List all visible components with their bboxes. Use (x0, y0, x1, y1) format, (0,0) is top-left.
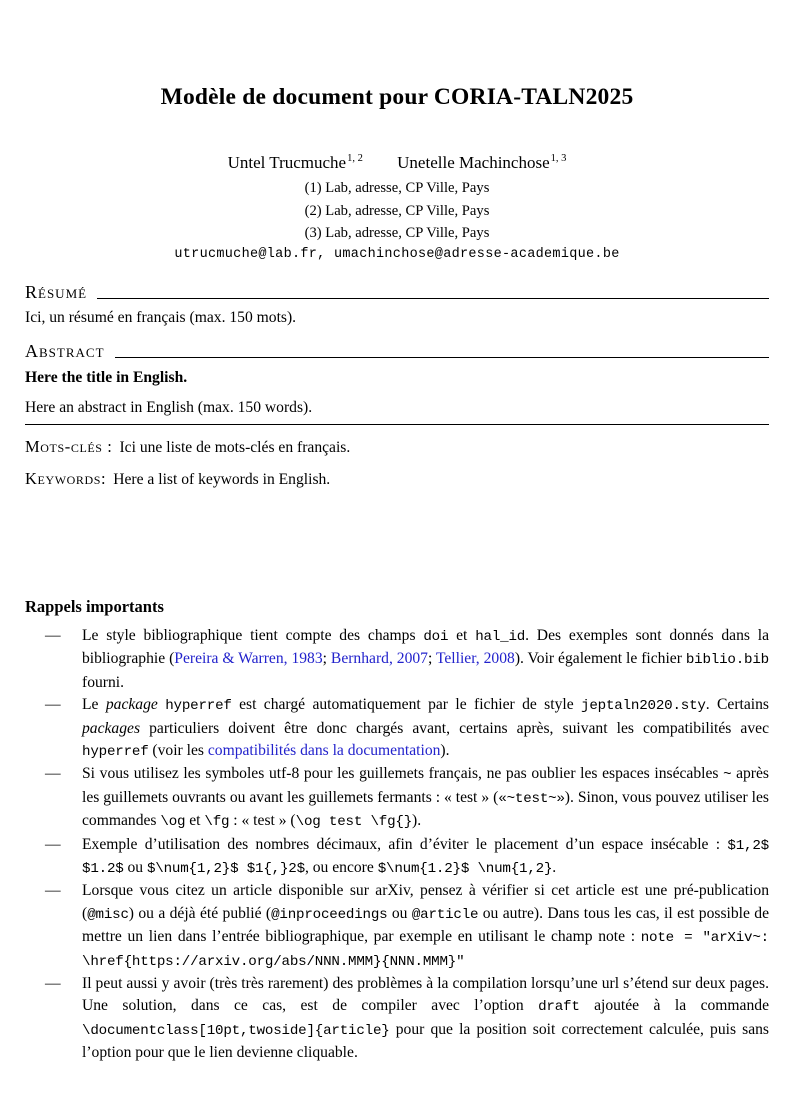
author-emails: utrucmuche@lab.fr, umachinchose@adresse-academique.be (174, 246, 620, 262)
text-segment: ). (440, 741, 450, 759)
motscles-text: Ici une liste de mots-clés en français. (119, 438, 351, 456)
text-segment: «~test~» (498, 790, 565, 807)
text-segment: ). Voir également le fichier (514, 650, 686, 668)
text-segment: $\num{1.2}$ \num{1,2} (377, 860, 553, 877)
affiliation-line: (2) Lab, adresse, CP Ville, Pays (304, 202, 490, 219)
keywords-line (25, 469, 769, 489)
text-segment: ) ou a déjà été publié ( (128, 904, 272, 922)
important-notes-list (25, 625, 769, 1065)
list-item-text (82, 836, 769, 876)
list-item (25, 973, 769, 1065)
text-segment: (voir les (148, 741, 208, 759)
text-segment: , ou encore (304, 858, 378, 876)
text-segment: Le style bibliographique tient compte des champs (82, 626, 424, 644)
list-item-text (82, 975, 769, 1061)
list-item-dash: — (45, 696, 61, 714)
text-segment: et (448, 626, 476, 644)
keywords-label: Keywords: (25, 468, 107, 488)
text-segment: \documentclass[10pt,twoside]{article} (82, 1022, 390, 1039)
text-segment: @misc (87, 906, 129, 923)
text-segment: après les guillemets ouvrants ou avant les guillemets fermants : « test » ( (82, 765, 769, 806)
list-item-text (82, 696, 769, 759)
list-item (25, 834, 769, 881)
text-segment: ou (123, 858, 147, 876)
list-item-dash: — (45, 882, 61, 900)
text-segment: $\num{1,2}$ $1{,}2$ (146, 860, 305, 877)
list-item (25, 694, 769, 763)
text-segment: @article (411, 906, 479, 923)
text-segment: pour que la position soit correctement calculée, puis sans l’option pour que le lien devienne cliquable. (82, 1020, 769, 1062)
abstract-title-english: Here the title in English. (25, 368, 188, 386)
motscles-label: Mots-clés : (25, 436, 113, 456)
list-item-dash: — (45, 626, 61, 644)
author-line (25, 153, 769, 173)
text-segment: draft (538, 999, 580, 1016)
text-segment: doi (423, 628, 449, 645)
citation-link[interactable]: Tellier, 2008 (435, 650, 515, 668)
resume-section-header (25, 282, 769, 303)
abstract-label: Abstract (25, 340, 105, 361)
horizontal-rule (97, 298, 769, 299)
text-segment: packages (82, 719, 141, 737)
text-segment: hyperref (165, 698, 232, 715)
author-name: Unetelle Machinchose (397, 153, 550, 172)
resume-label: Résumé (25, 281, 88, 302)
text-segment: est chargé automatiquement par le fichier de style (231, 696, 582, 714)
keywords-text: Here a list of keywords in English. (113, 470, 331, 488)
text-segment: particuliers doivent être donc chargés avant, certains après, suivant les compatibilités avec (140, 719, 769, 737)
text-segment: \og (160, 814, 186, 831)
text-segment: ; (322, 650, 331, 668)
text-segment: \og test \fg{} (295, 814, 413, 831)
abstract-text-english: Here an abstract in English (max. 150 words). (25, 397, 769, 425)
text-segment: fourni. (82, 673, 125, 691)
text-segment: biblio.bib (685, 652, 769, 669)
list-item-dash: — (45, 765, 61, 783)
author-affiliation-marker: 1, 3 (550, 153, 567, 165)
list-item-dash: — (45, 975, 61, 993)
resume-text: Ici, un résumé en français (max. 150 mots). (25, 308, 297, 326)
text-segment: ). Sinon, vous pouvez utiliser les commandes (82, 788, 769, 830)
text-segment: @inproceedings (271, 906, 388, 923)
text-segment: $1,2$ $1.2$ (82, 837, 769, 877)
author (397, 153, 566, 172)
text-segment: ). (412, 812, 422, 830)
documentation-link[interactable]: compatibilités dans la documentation (207, 741, 441, 759)
affiliation-line: (3) Lab, adresse, CP Ville, Pays (304, 225, 490, 241)
list-item (25, 880, 769, 973)
text-segment: Le (82, 696, 106, 714)
text-segment: Lorsque vous citez un article disponible sur arXiv, pensez à vérifier si cet article est une pré-publication ( (82, 882, 769, 922)
text-segment: ajoutée à la commande (579, 997, 769, 1015)
text-segment: et (185, 812, 205, 830)
section-heading-rappels: Rappels importants (25, 596, 164, 616)
abstract-section-header (25, 341, 769, 362)
list-item-text (82, 627, 769, 691)
affiliations-block (25, 177, 769, 245)
author-name: Untel Trucmuche (227, 153, 347, 172)
list-item (25, 625, 769, 694)
citation-link[interactable]: Bernhard, 2007 (330, 650, 428, 668)
author (228, 153, 363, 172)
motscles-line (25, 437, 769, 457)
list-item-dash: — (45, 835, 61, 853)
text-segment: hyperref (82, 743, 149, 760)
text-segment: ; (427, 650, 436, 668)
list-item (25, 763, 769, 833)
text-segment: package (105, 696, 158, 714)
text-segment: ou (387, 904, 412, 922)
text-segment: ou autre). Dans tous les cas, il est possible de mettre un lien dans l’entrée bibliographique, par exemple en utilisant le champ note : (82, 904, 770, 946)
citation-link[interactable]: Pereira & Warren, 1983 (174, 650, 323, 668)
text-segment: hal_id (475, 628, 526, 645)
text-segment: Si vous utilisez les symboles utf-8 pour les guillemets français, ne pas oublier les espaces insécables (82, 765, 724, 783)
text-segment: ~ (723, 767, 732, 784)
text-segment: . Certains (705, 696, 769, 714)
text-segment: Exemple d’utilisation des nombres décimaux, afin d’éviter le placement d’un espace insécable : (82, 835, 728, 853)
text-segment: . (552, 858, 557, 876)
text-segment: : « test » ( (229, 812, 296, 830)
author-affiliation-marker: 1, 2 (347, 153, 363, 165)
affiliation-line: (1) Lab, adresse, CP Ville, Pays (304, 180, 490, 196)
text-segment: note = "arXiv~: \href{https://arxiv.org/abs/NNN.MMM}{NNN.MMM}" (82, 930, 769, 970)
text-segment: Il peut aussi y avoir (très très rarement) des problèmes à la compilation lorsqu’une url s’étend sur deux pages. Une solution, dans ce cas, est de compiler avec l’option (82, 975, 769, 1015)
paper-title: Modèle de document pour CORIA-TALN2025 (160, 84, 634, 110)
text-segment: \fg (204, 814, 230, 831)
list-item-text (82, 765, 769, 829)
text-segment: jeptaln2020.sty (581, 698, 706, 715)
text-segment: . Des exemples sont donnés dans la bibliographie ( (82, 626, 770, 668)
horizontal-rule (115, 357, 769, 358)
list-item-text (82, 882, 769, 968)
